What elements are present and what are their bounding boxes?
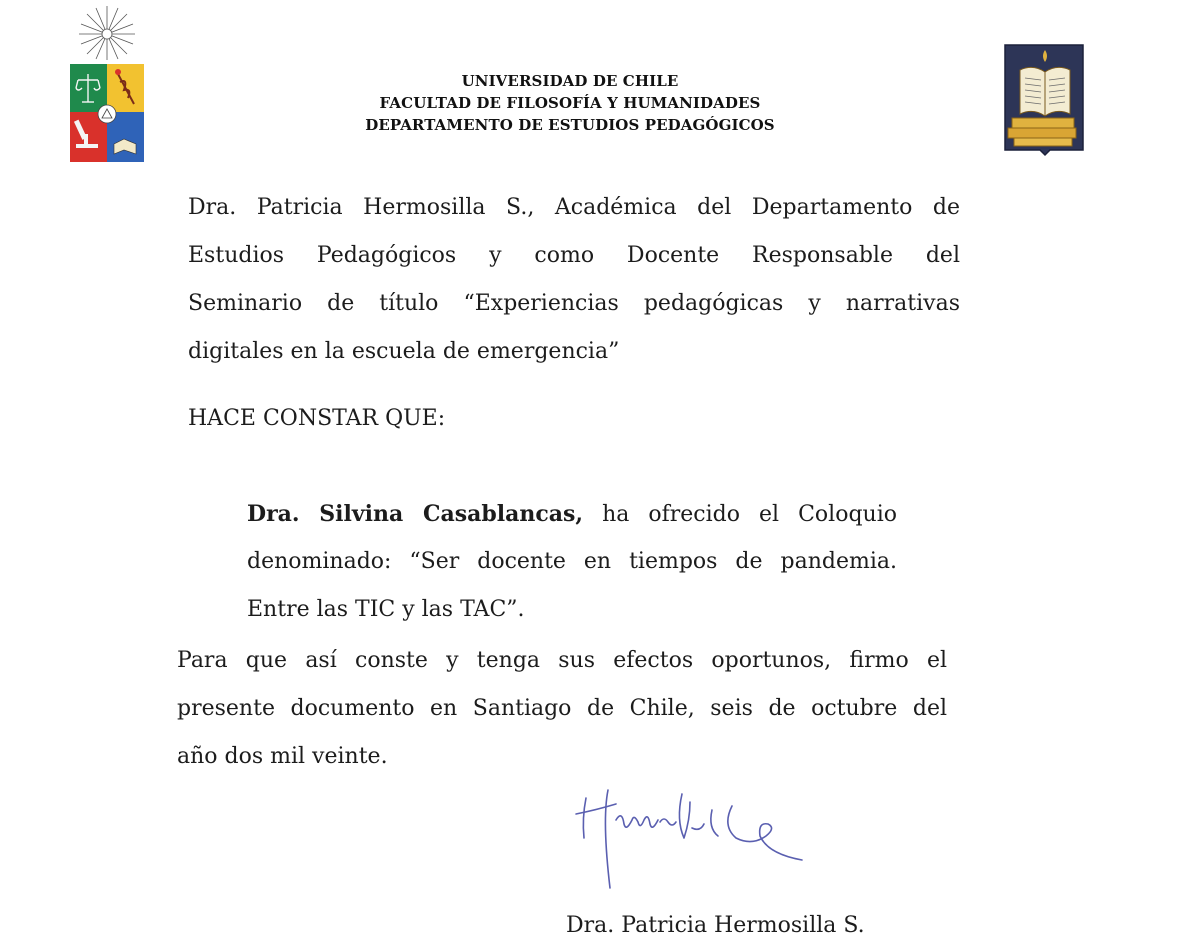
closing-line: Para que así conste y tenga sus efectos oportunos, firmo el [177, 648, 947, 673]
statement-line [247, 490, 897, 538]
statement-line1-rest: ha ofrecido el Coloquio [583, 502, 897, 527]
certification-heading: HACE CONSTAR QUE: [188, 406, 446, 431]
handwritten-signature [572, 780, 822, 895]
intro-line: digitales en la escuela de emergencia” [188, 339, 620, 364]
department-emblem-icon [1000, 42, 1090, 158]
intro-line: Seminario de título “Experiencias pedagógicas y narrativas [188, 291, 960, 316]
signer-name: Dra. Patricia Hermosilla S. [566, 913, 865, 938]
department-name: DEPARTAMENTO DE ESTUDIOS PEDAGÓGICOS [365, 116, 775, 134]
speaker-name: Dra. Silvina Casablancas, [247, 501, 584, 527]
intro-line: Estudios Pedagógicos y como Docente Responsable del [188, 243, 960, 268]
closing-line: año dos mil veinte. [177, 744, 388, 769]
closing-paragraph [177, 637, 947, 781]
statement-line: denominado: “Ser docente en tiempos de pandemia. [247, 549, 897, 574]
institution-header [300, 70, 840, 136]
statement-line: Entre las TIC y las TAC”. [247, 597, 525, 622]
university-coat-of-arms-icon [62, 4, 152, 164]
university-name: UNIVERSIDAD DE CHILE [461, 72, 679, 90]
closing-line: presente documento en Santiago de Chile, seis de octubre del [177, 696, 947, 721]
intro-line: Dra. Patricia Hermosilla S., Académica del Departamento de [188, 195, 960, 220]
faculty-name: FACULTAD DE FILOSOFÍA Y HUMANIDADES [379, 94, 761, 112]
statement-paragraph [247, 490, 897, 634]
intro-paragraph [188, 184, 960, 376]
